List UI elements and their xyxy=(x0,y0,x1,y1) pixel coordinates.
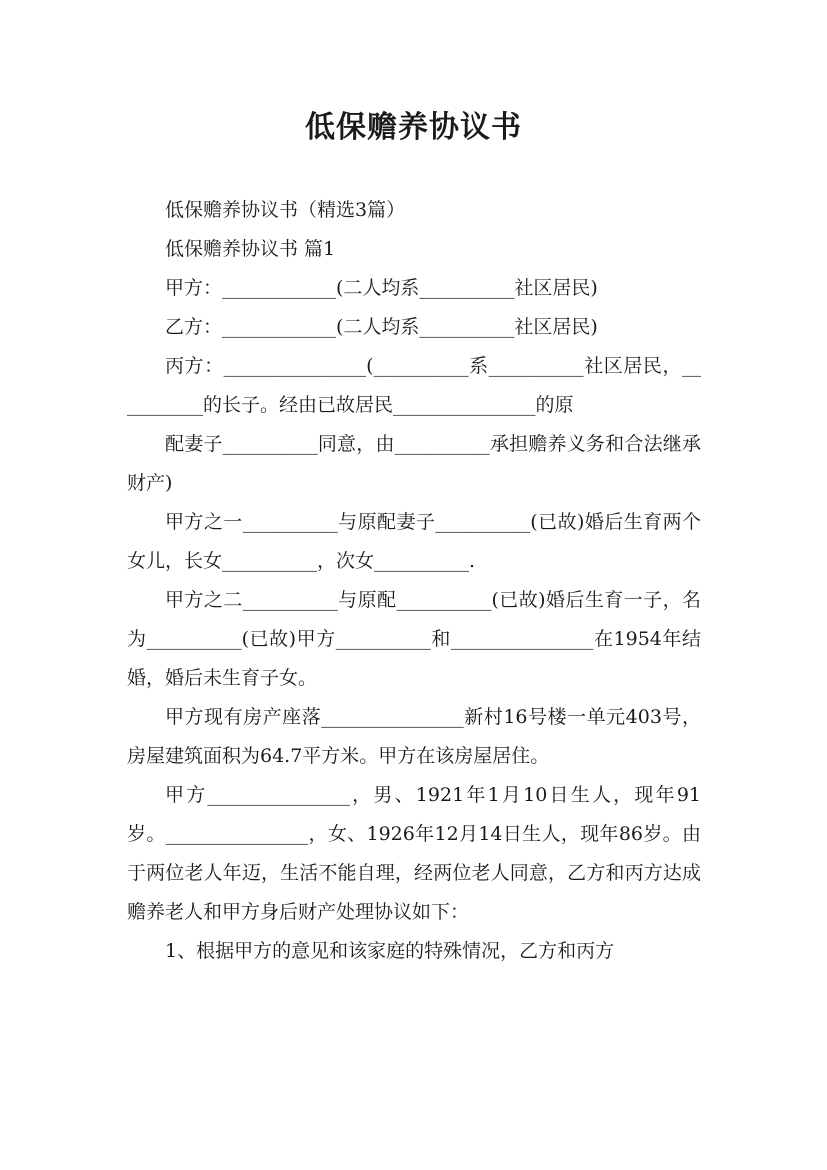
party-a-one-paragraph: 甲方之一__________与原配妻子__________(已故)婚后生育两个女儿，长女__________，次女__________. xyxy=(127,511,701,572)
subtitle-line: 低保赡养协议书（精选3篇） xyxy=(165,199,406,221)
party-c-paragraph: 丙方：_______________(__________系__________社区居民，__________的长子。经由已故居民_______________的原 xyxy=(127,355,701,416)
document-body xyxy=(127,191,701,971)
property-paragraph: 甲方现有房产座落_______________新村16号楼一单元403号，房屋建筑面积为64.7平方米。甲方在该房屋居住。 xyxy=(127,706,701,767)
consent-paragraph: 配妻子__________同意，由__________承担赡养义务和合法继承财产) xyxy=(127,433,701,494)
document-title: 低保赡养协议书 xyxy=(305,110,522,145)
party-a-two-paragraph: 甲方之二__________与原配__________(已故)婚后生育一子，名为__________(已故)甲方__________和_______________在1954年结婚，婚后未生育子女。 xyxy=(127,589,701,689)
elderly-info-paragraph: 甲方_______________，男、1921年1月10日生人，现年91岁。_______________，女、1926年12月14日生人，现年86岁。由于两位老人年迈，生活不能自理，经两位老人同意，乙方和丙方达成赡养老人和甲方身后财产处理协议如下： xyxy=(127,784,701,923)
clause-1-paragraph: 1、根据甲方的意见和该家庭的特殊情况，乙方和丙方 xyxy=(165,940,615,962)
party-a-line: 甲方：____________(二人均系__________社区居民) xyxy=(165,277,598,299)
party-b-line: 乙方：____________(二人均系__________社区居民) xyxy=(165,316,598,338)
section-heading: 低保赡养协议书 篇1 xyxy=(165,238,336,260)
